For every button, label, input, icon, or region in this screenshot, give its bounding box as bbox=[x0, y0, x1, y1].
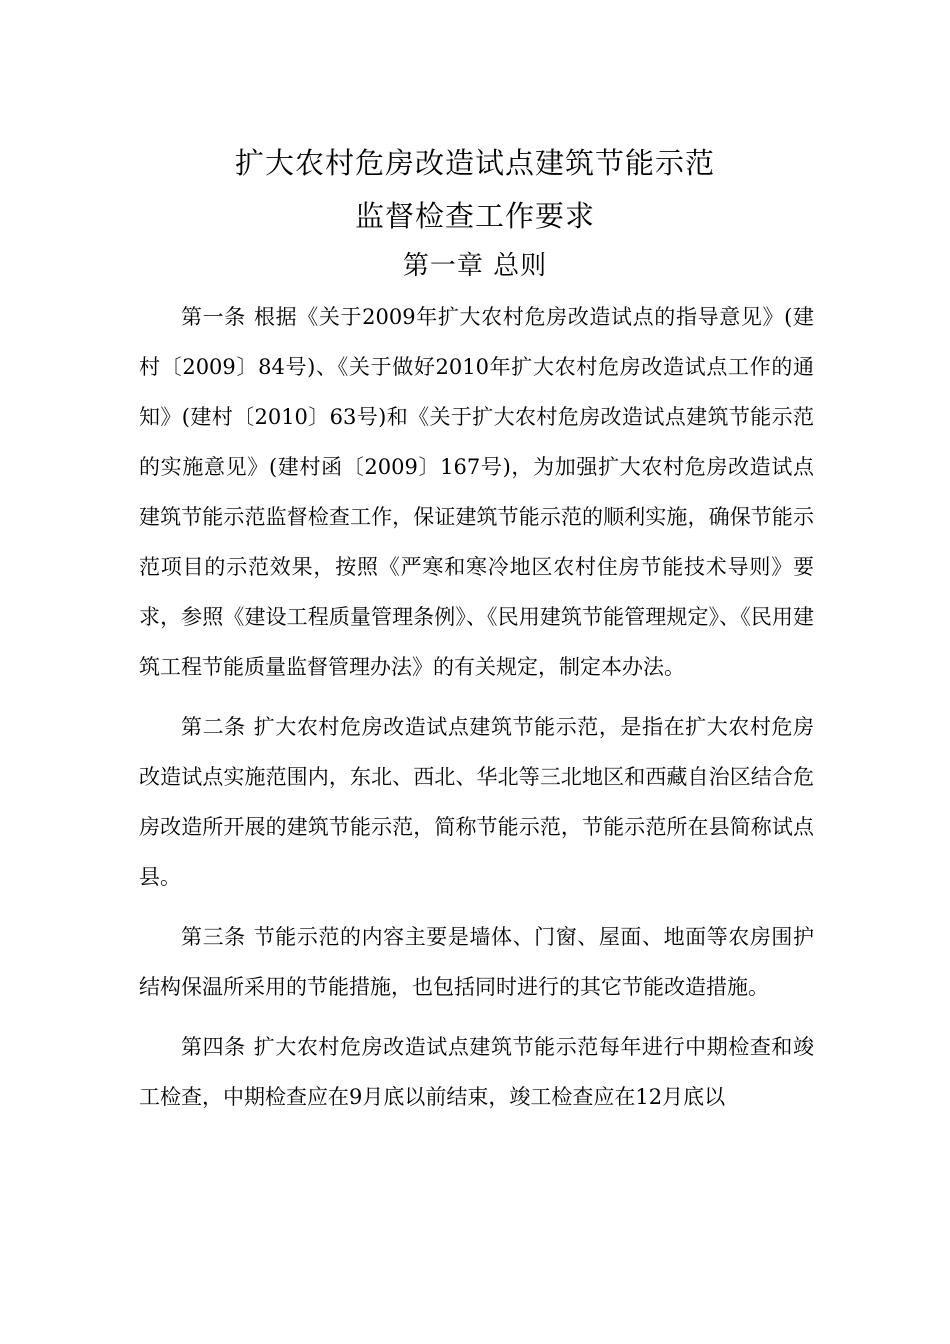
article-number: 第四条 bbox=[181, 1035, 246, 1059]
article-text: 扩大农村危房改造试点建筑节能示范，是指在扩大农村危房改造试点实施范围内，东北、西北、华北等三北地区和西藏自治区结合危房改造所开展的建筑节能示范，简称节能示范，节能示范所在县简称试点县。 bbox=[139, 715, 815, 889]
document-title-line2: 监督检查工作要求 bbox=[354, 199, 595, 233]
article-number: 第三条 bbox=[181, 925, 246, 949]
article-4 bbox=[139, 1022, 814, 1122]
article-text: 扩大农村危房改造试点建筑节能示范每年进行中期检查和竣工检查，中期检查应在9月底以前结束，竣工检查应在12月底以 bbox=[139, 1035, 815, 1109]
article-number: 第一条 bbox=[181, 305, 246, 329]
article-1 bbox=[139, 292, 814, 692]
document-title-line1: 扩大农村危房改造试点建筑节能示范 bbox=[234, 146, 715, 180]
article-text: 节能示范的内容主要是墙体、门窗、屋面、地面等农房围护结构保温所采用的节能措施，也包括同时进行的其它节能改造措施。 bbox=[139, 925, 815, 999]
document-body bbox=[139, 292, 814, 1132]
article-2 bbox=[139, 702, 814, 902]
article-3 bbox=[139, 912, 814, 1012]
article-number: 第二条 bbox=[181, 715, 246, 739]
article-text: 根据《关于2009年扩大农村危房改造试点的指导意见》(建村〔2009〕84号)、《关于做好2010年扩大农村危房改造试点工作的通知》(建村〔2010〕63号)和《关于扩大农村危房改造试点建筑节能示范的实施意见》(建村函〔2009〕167号)，为加强扩大农村危房改造试点建筑节能示范监督检查工作，保证建筑节能示范的顺利实施，确保节能示范项目的示范效果，按照《严寒和寒冷地区农村住房节能技术导则》要求，参照《建设工程质量管理条例》、《民用建筑节能管理规定》、《民用建筑工程节能质量监督管理办法》的有关规定，制定本办法。 bbox=[139, 305, 815, 679]
chapter-heading: 第一章 总则 bbox=[402, 251, 548, 281]
